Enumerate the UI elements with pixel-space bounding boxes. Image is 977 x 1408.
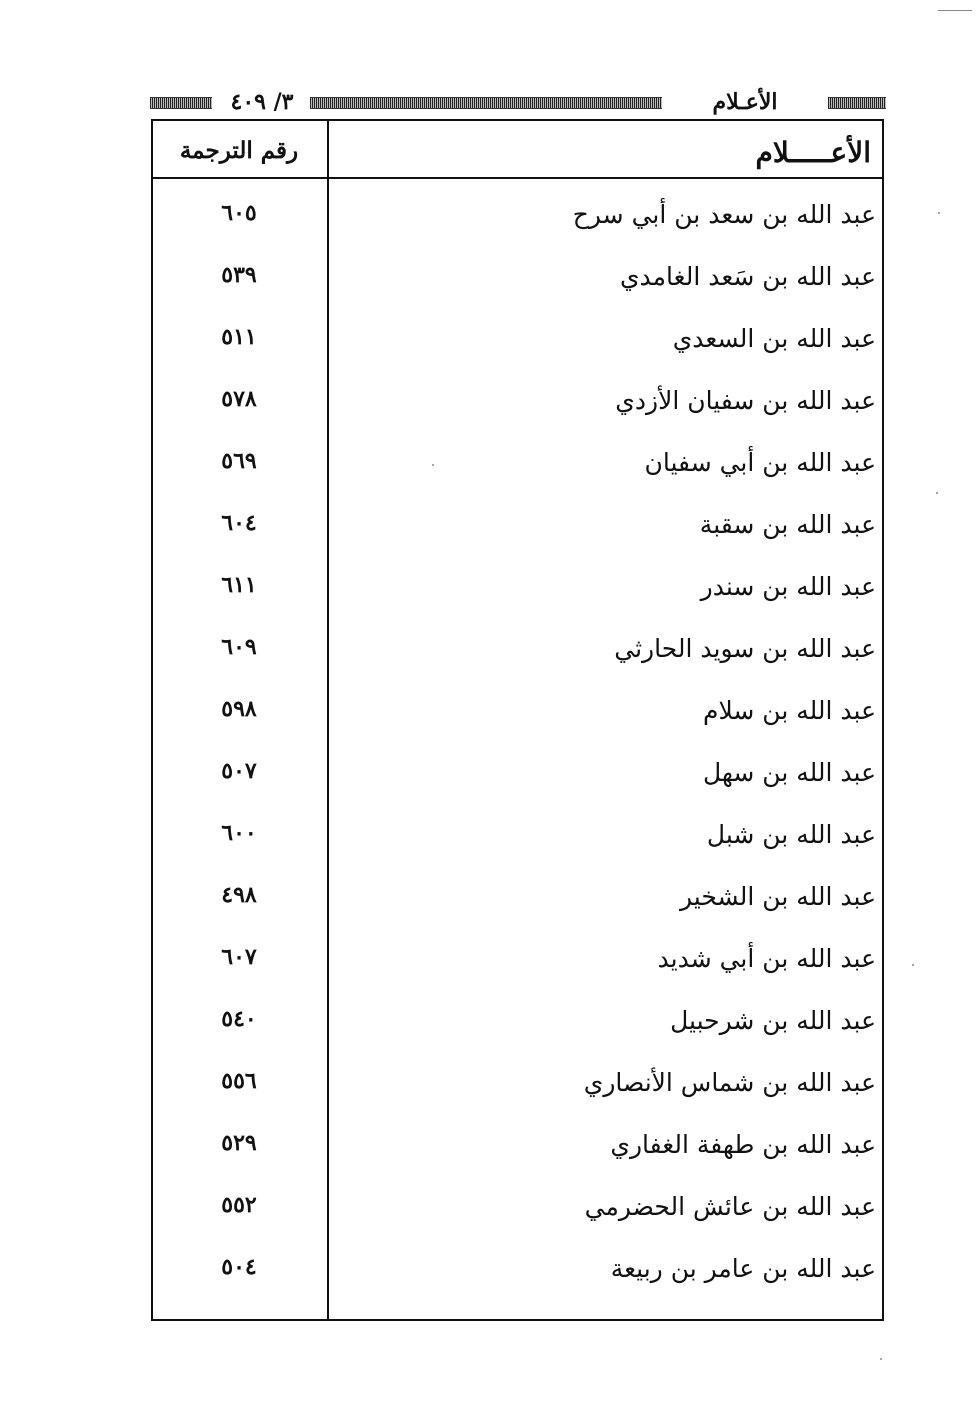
table-row	[153, 1247, 882, 1309]
entry-number: ٥٠٧	[221, 758, 257, 784]
entry-number: ٥٠٤	[221, 1254, 257, 1280]
column-header-names: الأعـــــلام	[755, 136, 871, 169]
entry-number: ٥٩٨	[221, 696, 257, 722]
entry-number: ٦١١	[221, 572, 257, 598]
entry-number: ٥٣٩	[221, 262, 257, 288]
entry-number: ٥٤٠	[221, 1006, 257, 1032]
entry-number: ٦٠٥	[221, 200, 257, 226]
table-row	[153, 875, 882, 937]
entry-name: عبد الله بن سقبة	[699, 510, 876, 539]
entry-name: عبد الله بن شبل	[706, 820, 876, 849]
table-row	[153, 1185, 882, 1247]
entry-name: عبد الله بن شماس الأنصاري	[583, 1068, 876, 1097]
table-row	[153, 317, 882, 379]
entry-name: عبد الله بن سعد بن أبي سرح	[572, 200, 876, 229]
entry-name: عبد الله بن أبي شديد	[657, 944, 876, 973]
entry-name: عبد الله بن سلام	[703, 696, 876, 725]
entry-number: ٥٧٨	[221, 386, 257, 412]
table-row	[153, 1061, 882, 1123]
entry-name: عبد الله بن طهفة الغفاري	[610, 1130, 876, 1159]
page-number: ٣/ ٤٠٩	[230, 89, 294, 115]
entry-name: عبد الله بن عامر بن ربيعة	[610, 1254, 876, 1283]
header-ornament-right	[828, 97, 886, 109]
index-table	[151, 119, 884, 1321]
table-row	[153, 751, 882, 813]
table-row	[153, 503, 882, 565]
table-row	[153, 937, 882, 999]
entry-number: ٥٥٦	[221, 1068, 257, 1094]
table-row	[153, 255, 882, 317]
running-header	[150, 88, 888, 118]
entry-name: عبد الله بن عائش الحضرمي	[584, 1192, 876, 1221]
entry-name: عبد الله بن سويد الحارثي	[614, 634, 876, 663]
scan-speck	[936, 492, 938, 494]
header-ornament-middle	[310, 97, 662, 109]
table-row	[153, 379, 882, 441]
entry-name: عبد الله بن سَعد الغامدي	[619, 262, 876, 291]
entry-name: عبد الله بن السعدي	[672, 324, 876, 353]
running-header-title: الأعـلام	[712, 89, 778, 115]
entry-name: عبد الله بن سندر	[700, 572, 876, 601]
scan-speck	[912, 964, 914, 966]
entry-number: ٦٠٧	[221, 944, 257, 970]
entry-name: عبد الله بن أبي سفيان	[644, 448, 876, 477]
table-row	[153, 999, 882, 1061]
header-ornament-left	[150, 97, 212, 109]
table-row	[153, 813, 882, 875]
entry-number: ٥١١	[221, 324, 257, 350]
entry-number: ٦٠٠	[221, 820, 257, 846]
table-row	[153, 441, 882, 503]
entry-number: ٦٠٩	[221, 634, 257, 660]
entry-name: عبد الله بن الشخير	[680, 882, 876, 911]
scan-speck	[432, 464, 434, 466]
entry-name: عبد الله بن شرحبيل	[670, 1006, 876, 1035]
header-rule	[153, 177, 882, 179]
entry-number: ٥٦٩	[221, 448, 257, 474]
table-row	[153, 689, 882, 751]
column-header-entry-number: رقم الترجمة	[179, 137, 299, 164]
table-row	[153, 193, 882, 255]
scan-speck	[938, 212, 940, 214]
entry-name: عبد الله بن سفيان الأزدي	[615, 386, 876, 415]
scan-speck	[938, 10, 972, 11]
entry-number: ٥٢٩	[221, 1130, 257, 1156]
table-row	[153, 627, 882, 689]
entry-number: ٦٠٤	[221, 510, 257, 536]
entry-number: ٥٥٢	[221, 1192, 257, 1218]
entry-number: ٤٩٨	[221, 882, 257, 908]
table-row	[153, 565, 882, 627]
entry-name: عبد الله بن سهل	[702, 758, 876, 787]
scan-speck	[880, 1358, 882, 1360]
table-rows	[153, 193, 882, 1309]
table-row	[153, 1123, 882, 1185]
